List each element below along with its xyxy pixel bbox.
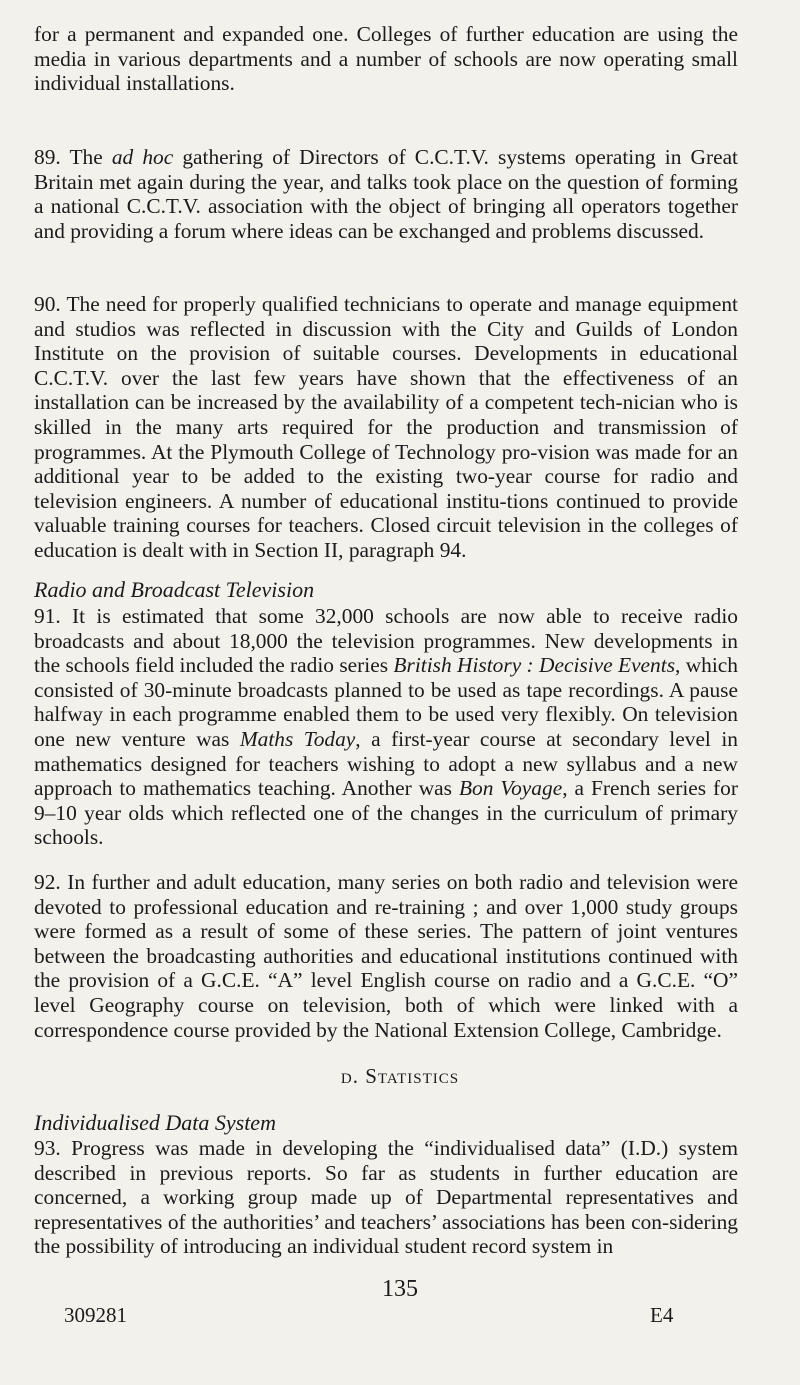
subheading-radio-broadcast-television: Radio and Broadcast Television — [34, 577, 315, 602]
paragraph-89: 89. The ad hoc gathering of Directors of C.C.T.V. systems operating in Great Britain met again during the year, and talks took place on the question of forming a national C.C.T.V. association with the object of bringing all operators together and providing a forum where ideas can be exchanged and problems discussed. — [34, 145, 739, 243]
paragraph-92: 92. In further and adult education, many series on both radio and television were devoted to professional education and re-training ; and over 1,000 study groups were formed as a result of some of these series. The pattern of joint ventures between the broadcasting authorities and educational institutions continued with the provision of a G.C.E. “A” level English course on radio and a G.C.E. “O” level Geography course on television, both of which were linked with a correspondence course provided by the National Extension College, Cambridge. — [34, 870, 738, 1042]
paragraph-continuation: for a permanent and expanded one. Colleges of further education are using the media in various departments and a number of schools are now operating small individual installations. — [34, 22, 738, 96]
printer-code: 309281 — [64, 1303, 127, 1327]
signature-mark: E4 — [650, 1303, 674, 1327]
page-number: 135 — [382, 1276, 418, 1302]
paragraph-93: 93. Progress was made in developing the “individualised data” (I.D.) system described in previous reports. So far as students in further education are concerned, a working group made up of Departmental representatives and representatives of the authorities’ and teachers’ associations has been con-sidering the possibility of introducing an individual student record system in — [34, 1136, 738, 1259]
paragraph-91: 91. It is estimated that some 32,000 schools are now able to receive radio broadcasts and about 18,000 the television programmes. New developments in the schools field included the radio series British History : Decisive Events, which consisted of 30-minute broadcasts planned to be used as tape recordings. A pause halfway in each programme enabled them to be used very flexibly. On television one new venture was Maths Today, a first-year course at secondary level in mathematics designed for teachers wishing to adopt a new syllabus and a new approach to mathematics teaching. Another was Bon Voyage, a French series for 9–10 year olds which reflected one of the changes in the curriculum of primary schools. — [34, 604, 739, 850]
subheading-individualised-data-system: Individualised Data System — [34, 1110, 276, 1135]
paragraph-90: 90. The need for properly qualified technicians to operate and manage equipment and studios was reflected in discussion with the City and Guilds of London Institute on the provision of suitable courses. Developments in educational C.C.T.V. over the last few years have shown that the effectiveness of an installation can be increased by the availability of a competent tech-nician who is skilled in the many arts required for the production and transmission of programmes. At the Plymouth College of Technology pro-vision was made for an additional year to be added to the existing two-year course for radio and television engineers. A number of educational institu-tions continued to provide valuable training courses for teachers. Closed circuit television in the colleges of education is dealt with in Section II, paragraph 94. — [34, 292, 738, 562]
section-heading-statistics: d. Statistics — [340, 1064, 460, 1088]
